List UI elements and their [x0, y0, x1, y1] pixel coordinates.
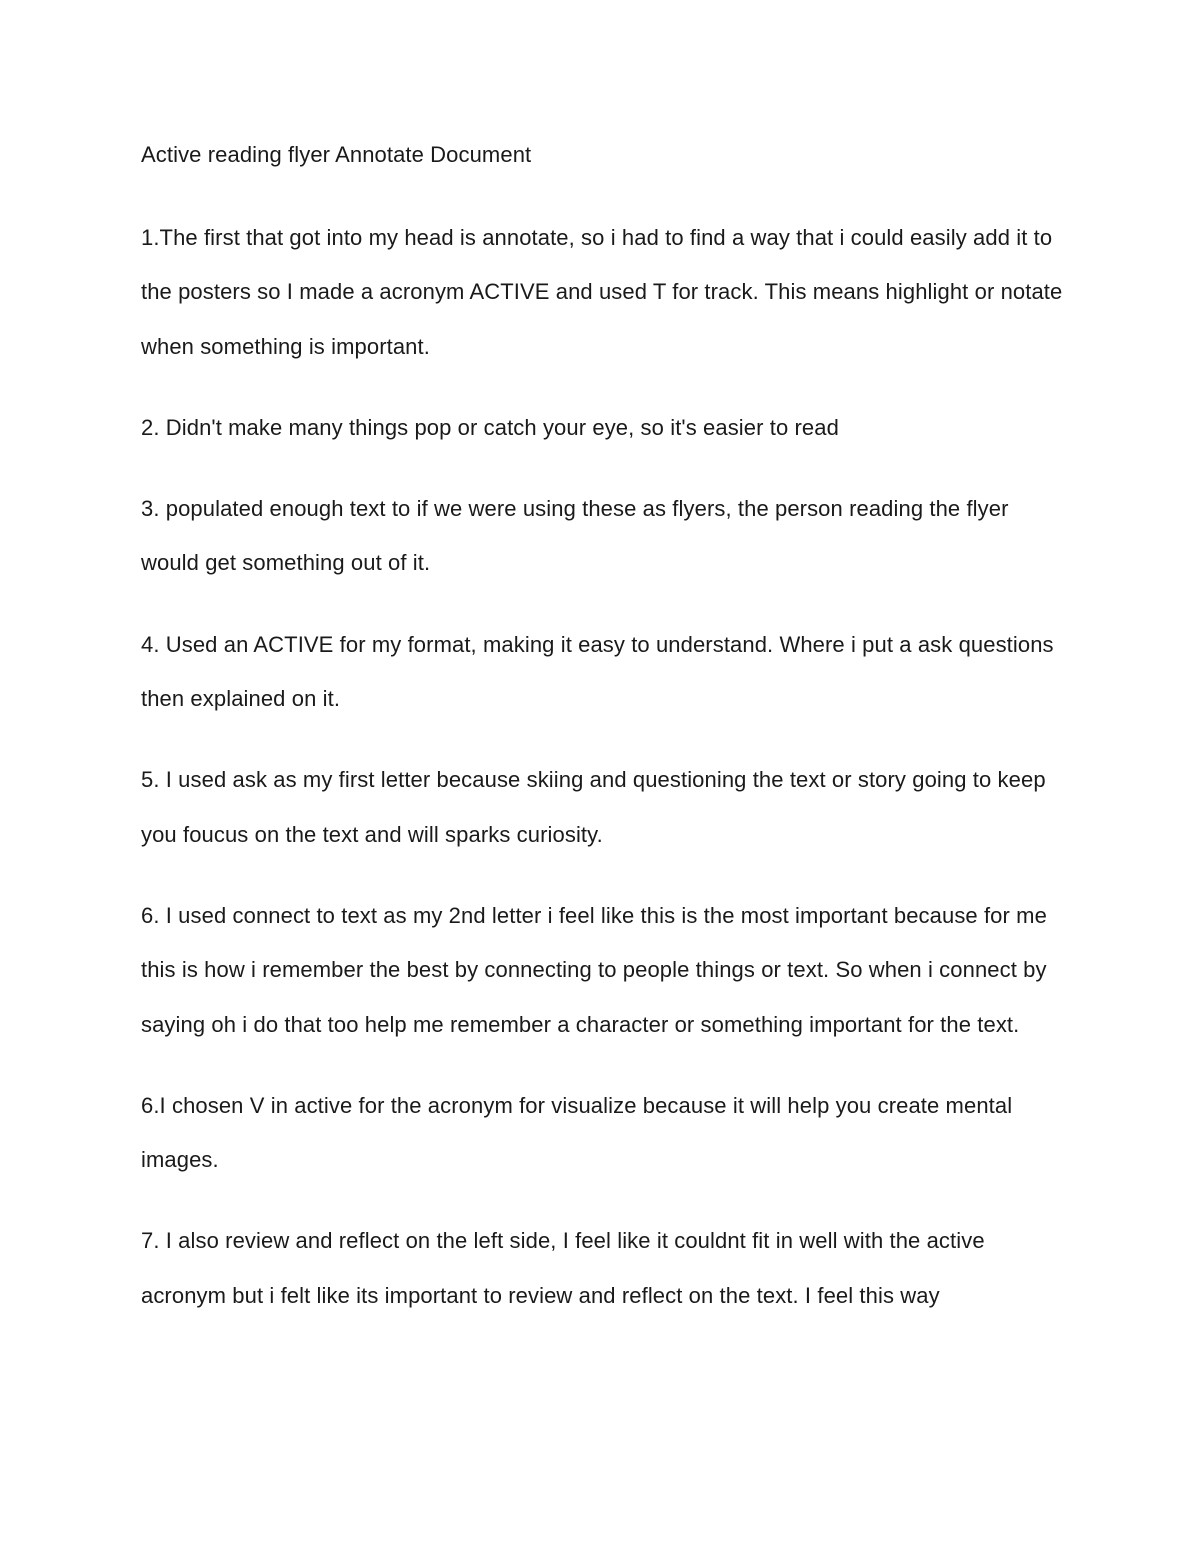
- paragraph-4: 4. Used an ACTIVE for my format, making it easy to understand. Where i put a ask questions then explained on it.: [141, 631, 1054, 712]
- paragraph-8: 7. I also review and reflect on the left side, I feel like it couldnt fit in well with the active acronym but i felt like its important to review and reflect on the text. I feel this way: [141, 1228, 985, 1308]
- paragraph-5: 5. I used ask as my first letter because skiing and questioning the text or story going to keep you foucus on the text and will sparks curiosity.: [141, 767, 1046, 847]
- document-body: [141, 140, 1071, 1323]
- paragraph-1: 1.The first that got into my head is annotate, so i had to find a way that i could easily add it to the posters so I made a acronym ACTIVE and used T for track. This means highlight or notate when something is important.: [141, 225, 1063, 359]
- document-title: Active reading flyer Annotate Document: [141, 142, 532, 167]
- paragraph-7: 6.I chosen V in active for the acronym for visualize because it will help you create mental images.: [141, 1092, 1013, 1173]
- paragraph-3: 3. populated enough text to if we were using these as flyers, the person reading the flyer would get something out of it.: [141, 496, 1009, 576]
- paragraph-6: 6. I used connect to text as my 2nd letter i feel like this is the most important because for me this is how i remember the best by connecting to people things or text. So when i connect by saying oh i do that too help me remember a character or something important for the text.: [141, 902, 1047, 1037]
- paragraph-2: 2. Didn't make many things pop or catch your eye, so it's easier to read: [141, 414, 839, 440]
